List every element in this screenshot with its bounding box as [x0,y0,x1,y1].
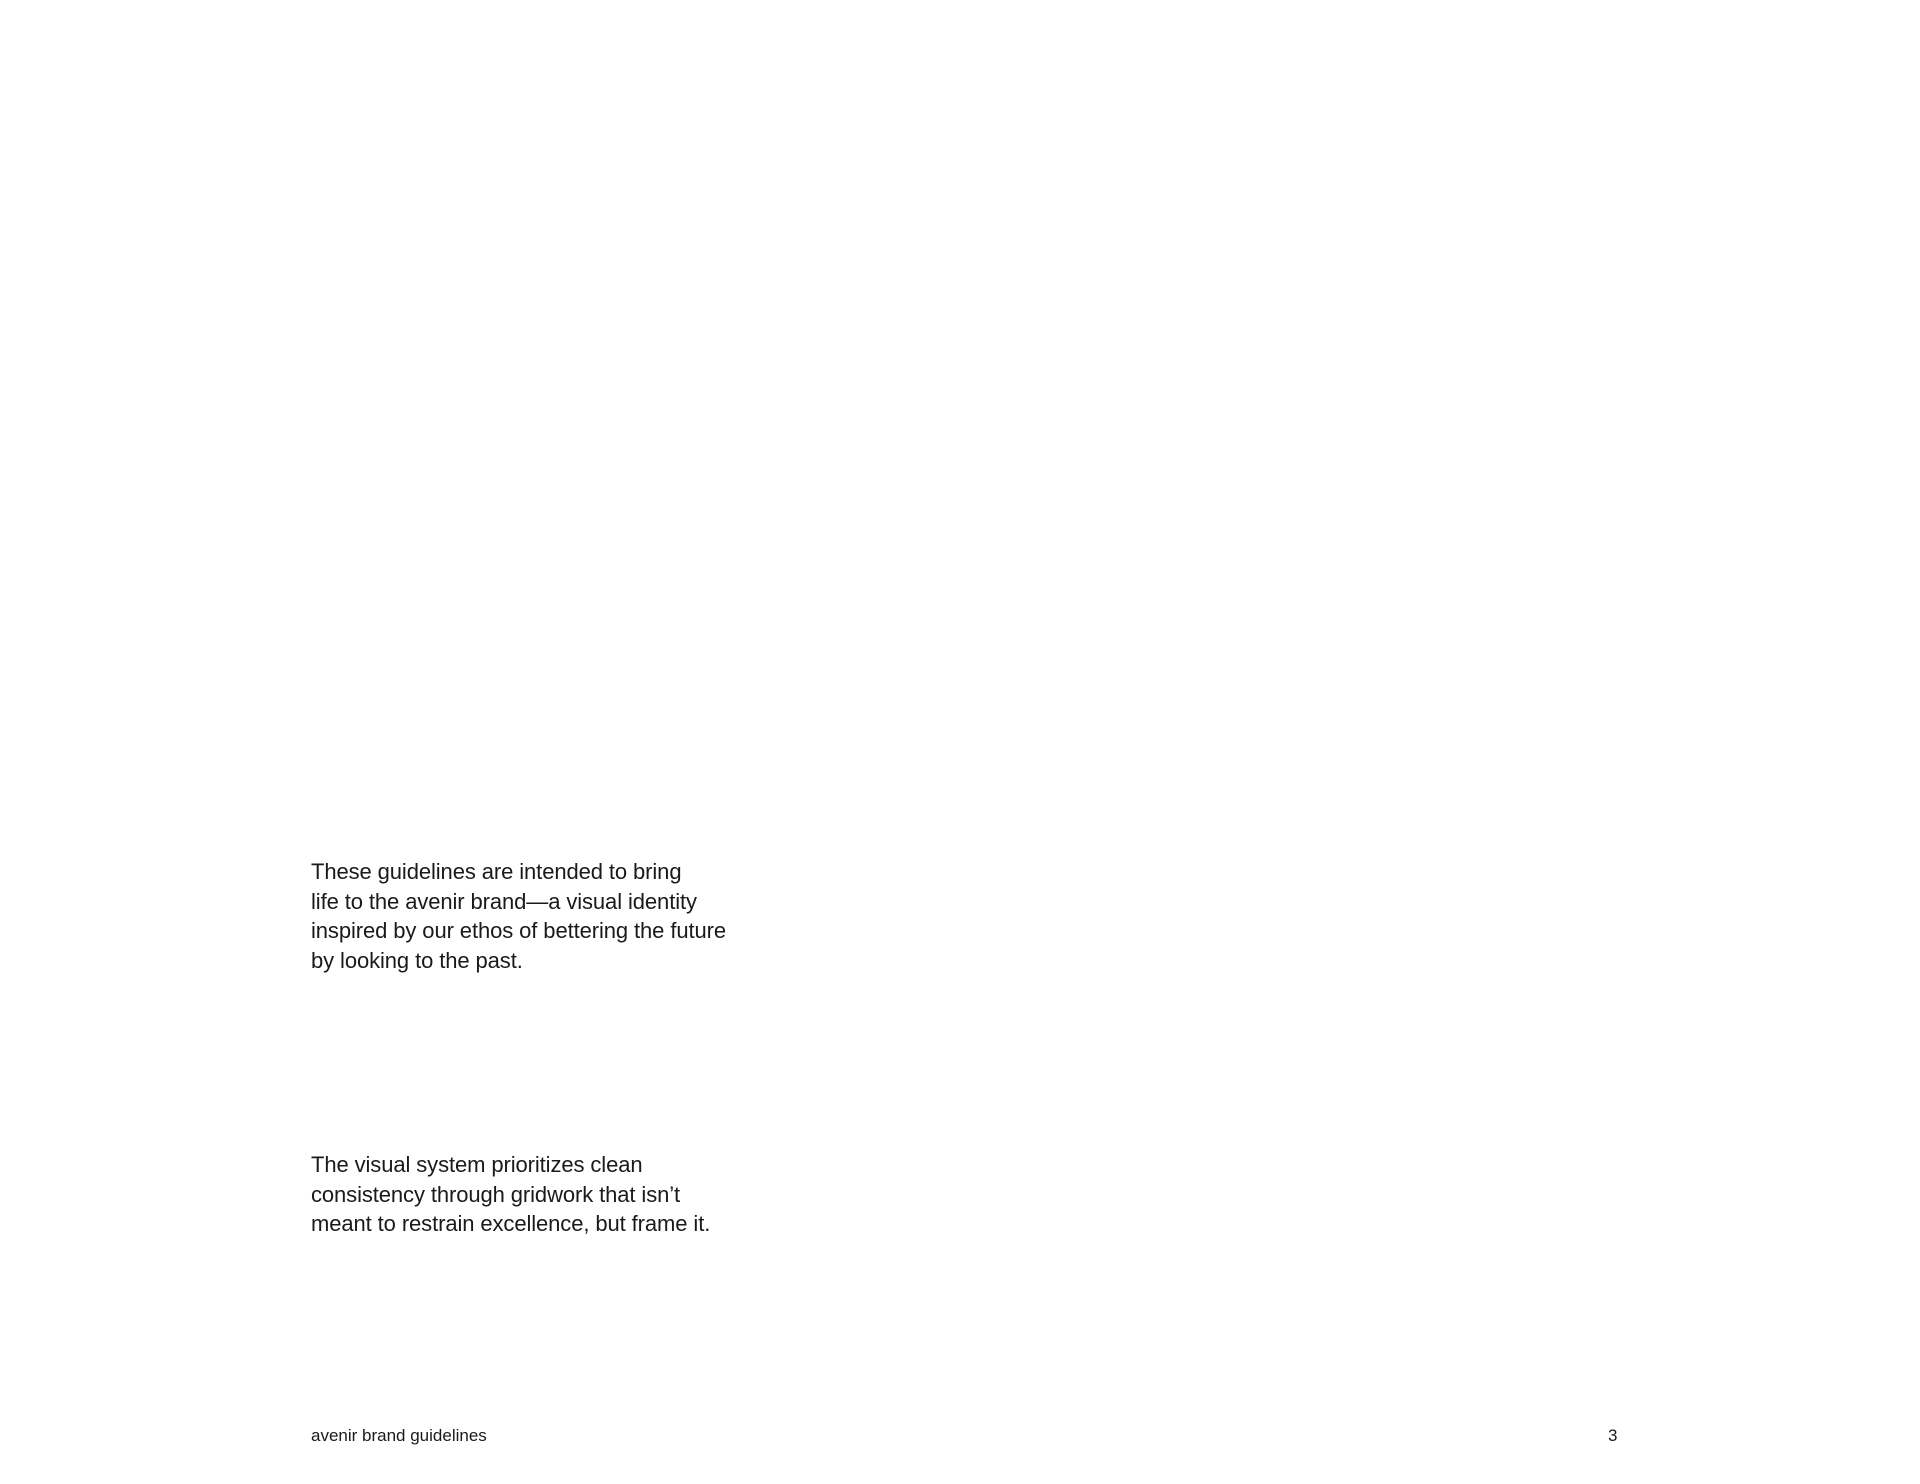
visual-system-line: meant to restrain excellence, but frame it. [311,1211,711,1236]
intro-paragraph [311,857,771,975]
visual-system-paragraph [311,1150,771,1239]
visual-system-line: consistency through gridwork that isn’t [311,1181,681,1207]
footer-title: avenir brand guidelines [311,1426,487,1445]
visual-system-line: The visual system prioritizes clean [311,1152,643,1177]
intro-line: inspired by our ethos of bettering the future [311,918,726,943]
intro-line: life to the avenir brand—a visual identity [311,888,697,914]
intro-line: by looking to the past. [311,947,523,973]
page-number: 3 [1608,1426,1618,1445]
intro-line: These guidelines are intended to bring [311,859,682,884]
